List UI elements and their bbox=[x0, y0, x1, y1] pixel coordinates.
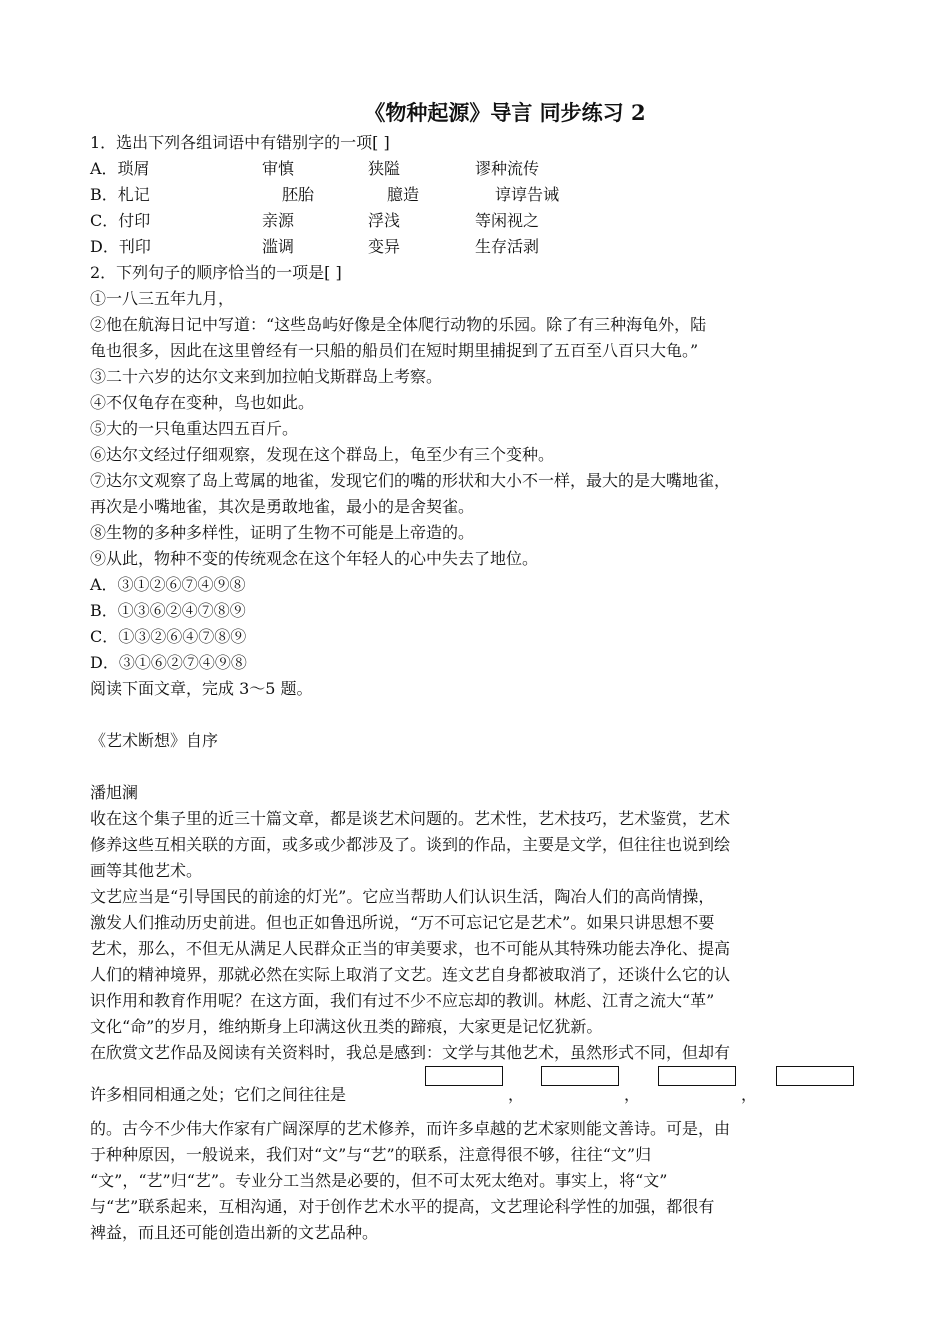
option-word: D．刊印 bbox=[90, 237, 151, 256]
option-word: 审慎 bbox=[262, 159, 295, 178]
q1-option-b bbox=[90, 182, 880, 208]
article-line: 裨益，而且还可能创造出新的文艺品种。 bbox=[90, 1223, 379, 1242]
article-line: 文艺应当是“引导国民的前途的灯光”。它应当帮助人们认识生活，陶冶人们的高尚情操， bbox=[90, 887, 715, 906]
option-word: C．付印 bbox=[90, 211, 151, 230]
article-line: “文”，“艺”归“艺”。专业分工当然是必要的，但不可太死太绝对。事实上，将“文” bbox=[90, 1171, 668, 1190]
article-author: 潘旭澜 bbox=[90, 783, 139, 802]
article-line: 于种种原因，一般说来，我们对“文”与“艺”的联系，注意得很不够，往往“文”归 bbox=[90, 1145, 652, 1164]
article-line: 与“艺”联系起来，互相沟通，对于创作艺术水平的提高，文艺理论科学性的加强，都很有 bbox=[90, 1197, 715, 1216]
option-word: 等闲视之 bbox=[475, 211, 540, 230]
page-title: 《物种起源》导言 同步练习 2 bbox=[364, 100, 646, 125]
answer-blank-4[interactable] bbox=[776, 1066, 854, 1086]
option-word: 谬种流传 bbox=[475, 159, 540, 178]
answer-blank-2[interactable] bbox=[541, 1066, 619, 1086]
q2-sentence: ④不仅龟存在变种，鸟也如此。 bbox=[90, 393, 315, 412]
q1-stem: 1．选出下列各组词语中有错别字的一项[ ] bbox=[90, 133, 390, 152]
option-word: 变异 bbox=[368, 237, 401, 256]
q2-sentence: 再次是小嘴地雀，其次是勇敢地雀，最小的是舍契雀。 bbox=[90, 497, 475, 516]
article-line: 艺术，那么，不但无从满足人民群众正当的审美要求，也不可能从其特殊功能去净化、提高 bbox=[90, 939, 731, 958]
article-line: 识作用和教育作用呢？在这方面，我们有过不少不应忘却的教训。林彪、江青之流大“革” bbox=[90, 991, 715, 1010]
q2-sentence: 龟也很多，因此在这里曾经有一只船的船员们在短时期里捕捉到了五百至八百只大龟。” bbox=[90, 341, 699, 360]
fill-blank-row bbox=[90, 1066, 880, 1116]
q2-sentence: ⑧生物的多种多样性，证明了生物不可能是上帝造的。 bbox=[90, 523, 475, 542]
option-word: 胚胎 bbox=[282, 185, 315, 204]
comma: ， bbox=[624, 1085, 641, 1104]
comma: ， bbox=[508, 1085, 525, 1104]
q2-option-a: A．③①②⑥⑦④⑨⑧ bbox=[90, 575, 246, 594]
article-title: 《艺术断想》自序 bbox=[90, 731, 219, 750]
article-line: 人们的精神境界，那就必然在实际上取消了文艺。连文艺自身都被取消了，还谈什么它的认 bbox=[90, 965, 731, 984]
q2-sentence: ⑤大的一只龟重达四五百斤。 bbox=[90, 419, 299, 438]
q2-stem: 2．下列句子的顺序恰当的一项是[ ] bbox=[90, 263, 342, 282]
q1-option-c bbox=[90, 208, 880, 234]
option-word: 浮浅 bbox=[368, 211, 401, 230]
q2-sentence: ③二十六岁的达尔文来到加拉帕戈斯群岛上考察。 bbox=[90, 367, 443, 386]
option-word: 生存活剥 bbox=[475, 237, 540, 256]
q2-sentence: ②他在航海日记中写道：“这些岛屿好像是全体爬行动物的乐园。除了有三种海龟外，陆 bbox=[90, 315, 707, 334]
article-line: 修养这些互相关联的方面，或多或少都涉及了。谈到的作品，主要是文学，但往往也说到绘 bbox=[90, 835, 731, 854]
answer-blank-3[interactable] bbox=[658, 1066, 736, 1086]
option-word: A．琐屑 bbox=[90, 159, 150, 178]
q2-option-d: D．③①⑥②⑦④⑨⑧ bbox=[90, 653, 247, 672]
answer-blank-1[interactable] bbox=[425, 1066, 503, 1086]
q2-option-c: C．①③②⑥④⑦⑧⑨ bbox=[90, 627, 247, 646]
option-word: 滥调 bbox=[262, 237, 295, 256]
option-word: B．札记 bbox=[90, 185, 150, 204]
comma: ， bbox=[741, 1085, 758, 1104]
option-word: 臆造 bbox=[387, 185, 420, 204]
worksheet-page bbox=[90, 96, 880, 1246]
article-line: 收在这个集子里的近三十篇文章，都是谈艺术问题的。艺术性，艺术技巧，艺术鉴赏，艺术 bbox=[90, 809, 731, 828]
option-word: 谆谆告诫 bbox=[495, 185, 560, 204]
reading-instruction: 阅读下面文章，完成 3～5 题。 bbox=[90, 679, 313, 698]
article-line: 画等其他艺术。 bbox=[90, 861, 203, 880]
q2-sentence: ⑨从此，物种不变的传统观念在这个年轻人的心中失去了地位。 bbox=[90, 549, 539, 568]
spacer bbox=[90, 702, 880, 728]
article-line: 在欣赏文艺作品及阅读有关资料时，我总是感到：文学与其他艺术，虽然形式不同，但却有 bbox=[90, 1043, 731, 1062]
option-word: 狭隘 bbox=[368, 159, 401, 178]
fill-lead-text: 许多相同相通之处；它们之间往往是 bbox=[90, 1085, 347, 1104]
q2-option-b: B．①③⑥②④⑦⑧⑨ bbox=[90, 601, 246, 620]
article-line: 的。古今不少伟大作家有广阔深厚的艺术修养，而许多卓越的艺术家则能文善诗。可是，由 bbox=[90, 1119, 731, 1138]
option-word: 亲源 bbox=[262, 211, 295, 230]
article-line: 激发人们推动历史前进。但也正如鲁迅所说，“万不可忘记它是艺术”。如果只讲思想不要 bbox=[90, 913, 715, 932]
q2-sentence: ⑥达尔文经过仔细观察，发现在这个群岛上，龟至少有三个变种。 bbox=[90, 445, 555, 464]
q2-sentence: ①一八三五年九月， bbox=[90, 289, 235, 308]
q1-option-a bbox=[90, 156, 880, 182]
spacer bbox=[90, 754, 880, 780]
article-line: 文化“命”的岁月，维纳斯身上印满这伙丑类的蹄痕，大家更是记忆犹新。 bbox=[90, 1017, 603, 1036]
q1-option-d bbox=[90, 234, 880, 260]
q2-sentence: ⑦达尔文观察了岛上莺属的地雀，发现它们的嘴的形状和大小不一样，最大的是大嘴地雀， bbox=[90, 471, 731, 490]
